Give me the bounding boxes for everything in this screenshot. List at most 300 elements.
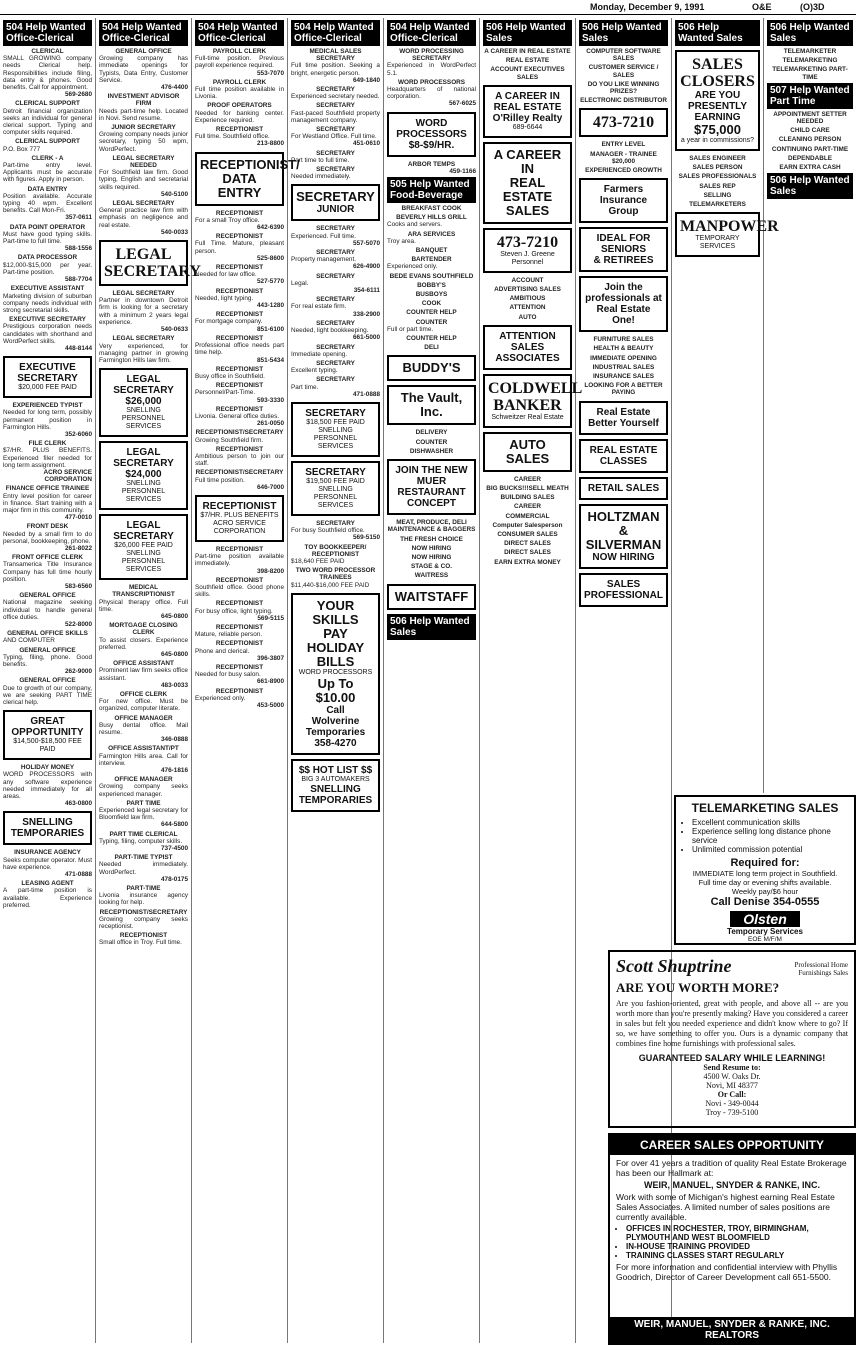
column-4	[288, 18, 384, 1343]
column-2	[96, 18, 201, 1343]
ad-line: OPPORTUNITY	[11, 727, 84, 739]
ad-heading: OFFICE ASSISTANT/PT	[108, 745, 179, 753]
ad-text: Growing company has immediate openings for Typists, Data Entry, Customer Service.	[99, 55, 188, 84]
ad-line: WORD PROCESSORS	[396, 117, 467, 140]
ad-text: Cooks and servers.	[387, 221, 443, 229]
ad-heading: SECRETARY	[316, 149, 355, 157]
ad-line: SERVICES	[317, 442, 354, 450]
ad-line: Group	[608, 206, 639, 218]
ad-phone: 463-0800	[64, 800, 92, 808]
ad-heading: TOY BOOKKEEPER/ RECEPTIONIST	[304, 543, 367, 558]
shuptrine-logo: Scott Shuptrine	[616, 956, 732, 976]
ad-phone: 737-4500	[160, 845, 188, 853]
ad-heading: LOOKING FOR A BETTER PAYING	[584, 382, 663, 397]
orilley-realty-ad	[483, 85, 572, 138]
ad-line: & RETIREES	[593, 255, 654, 267]
ad-line: SECRETARY	[113, 458, 174, 470]
receptionist-acro-ad	[195, 495, 284, 542]
hot-list-ad	[291, 759, 380, 812]
ad-heading: ACCOUNT	[511, 276, 544, 284]
ad-heading: WORD PROCESSORS	[397, 78, 466, 86]
ad-phone: 646-7000	[256, 483, 284, 491]
classified-ad	[579, 336, 668, 343]
section-header: 506 Help Wanted Sales	[675, 20, 760, 46]
classified-ad	[3, 224, 92, 253]
ad-heading: AUTO	[518, 313, 537, 321]
classified-ad	[483, 513, 572, 520]
ad-heading: RECEPTIONIST	[215, 576, 264, 584]
ad-heading: CLERICAL SUPPORT	[15, 138, 80, 146]
weir-intro: For over 41 years a tradition of quality Real Estate Brokerage has been our Hallmark at:	[616, 1158, 847, 1178]
ad-phone: 642-6390	[256, 224, 284, 232]
ad-heading: DATA ENTRY	[27, 185, 68, 193]
classified-ad	[99, 660, 188, 689]
ad-phone: 569-2680	[64, 91, 92, 99]
section-header: 506 Help Wanted Sales	[579, 20, 668, 46]
ad-phone: 645-0800	[160, 612, 188, 620]
classified-ad	[767, 164, 853, 171]
classified-ad	[675, 173, 760, 180]
ad-heading: SALES PERSON	[692, 164, 743, 172]
ad-phone: 453-5000	[256, 702, 284, 710]
ad-line: REAL ESTATE	[493, 101, 562, 113]
classified-ad	[291, 567, 380, 589]
classified-ad	[387, 572, 476, 579]
olsten-logo: Olsten	[730, 911, 800, 927]
ad-text: Full time position available in Livonia.	[195, 86, 284, 101]
ad-line: REAL ESTATE	[502, 174, 553, 204]
ad-phone: 588-7704	[64, 276, 92, 284]
ad-line: Steven J. Greene Personnel	[500, 250, 555, 266]
ad-text: Professional office needs part time help.	[195, 342, 284, 357]
ad-heading: BUILDING SALES	[500, 494, 555, 502]
ad-line: REAL ESTATE CLASSES	[589, 444, 658, 467]
greene-personnel-ad	[483, 228, 572, 273]
classified-ad	[3, 100, 92, 136]
ad-text: Full time. Southfield office.	[195, 133, 270, 141]
sales-closers-ad	[675, 50, 760, 151]
classified-ad	[291, 273, 380, 295]
classified-ad	[195, 288, 284, 310]
ad-text: Full Time. Mature, pleasant person.	[195, 240, 284, 255]
ad-heading: GENERAL OFFICE	[115, 48, 172, 55]
ad-heading: AMBITIOUS	[509, 295, 546, 303]
ad-text: $7/HR. PLUS BENEFITS. Experienced filer needed for long term assignment.	[3, 447, 92, 469]
ad-line: 358-4270	[314, 737, 357, 749]
ad-heading: GENERAL OFFICE	[19, 646, 76, 654]
ad-text: P.O. Box 777	[3, 145, 41, 153]
ad-list	[291, 225, 380, 397]
classified-ad	[387, 291, 476, 298]
ad-phone: 569-5115	[257, 614, 284, 622]
sales-professional-ad	[579, 573, 668, 607]
ad-phone: 583-6560	[64, 583, 92, 590]
ad-text: For real estate firm.	[291, 303, 347, 311]
ad-phone: 567-6025	[448, 100, 476, 108]
ad-phone: 540-0033	[160, 228, 188, 236]
ad-phone: 645-0800	[160, 650, 188, 658]
ad-line: 473-7210	[592, 114, 655, 132]
ad-heading: ARBOR TEMPS	[407, 160, 456, 168]
ad-line: $19,500 FEE PAID	[306, 477, 365, 485]
classified-ad	[99, 124, 188, 153]
classified-ad	[99, 290, 188, 333]
classified-ad	[195, 126, 284, 148]
classified-ad	[99, 776, 188, 798]
classified-ad	[767, 111, 853, 125]
ad-text: Experienced legal secretary for Bloomfield law firm.	[99, 807, 188, 822]
ad-heading: FILE CLERK	[28, 440, 67, 448]
classified-ad	[483, 304, 572, 311]
ad-heading: APPOINTMENT SETTER NEEDED	[773, 110, 847, 126]
classified-ad	[387, 161, 476, 175]
ad-heading: INVESTMENT ADVISOR FIRM	[107, 93, 180, 108]
ad-text: General practice law firm with emphasis on negligence and real estate.	[99, 207, 188, 229]
classified-ad	[99, 200, 188, 236]
ad-line: ATTENTION SALES ASSOCIATES	[495, 330, 560, 364]
ad-heading: MORTGAGE CLOSING CLERK	[109, 622, 178, 637]
ad-heading: DELIVERY	[415, 429, 448, 437]
ad-line: HOLTZMAN	[587, 508, 660, 524]
classified-ad	[291, 126, 380, 148]
ad-line: RECEPTIONIST	[202, 500, 277, 512]
ad-heading: A CAREER IN REAL ESTATE	[484, 48, 571, 55]
classified-ad	[195, 469, 284, 491]
ad-phone: 354-6111	[353, 287, 380, 295]
ad-heading: ELECTRONIC DISTRIBUTOR	[580, 97, 667, 105]
ad-line: SNELLING PERSONNEL	[313, 485, 358, 501]
or-call: Or Call:	[717, 1090, 747, 1099]
bullet: • OFFICES IN ROCHESTER, TROY, BIRMINGHAM, PLYMOUTH AND WEST BLOOMFIELD	[626, 1224, 848, 1242]
classified-ad	[99, 691, 188, 713]
snelling-ad	[3, 811, 92, 845]
classified-ad	[3, 402, 92, 438]
ad-phone: 357-0611	[65, 214, 92, 222]
ad-line: LEGAL	[115, 246, 172, 264]
ad-heading: BEVERLY HILLS GRILL	[396, 214, 467, 222]
ad-line: LEGAL SECRETARY	[113, 520, 174, 543]
ad-heading: CLERK - A	[31, 154, 64, 162]
column-5	[384, 18, 480, 1343]
classified-ad	[195, 210, 284, 232]
ad-line: SECRETARY	[113, 385, 174, 397]
ad-heading: PART TIME CLERICAL	[109, 830, 178, 838]
ad-heading: INDUSTRIAL SALES	[592, 363, 655, 371]
classified-ad	[3, 155, 92, 184]
ad-line: DATA ENTRY	[217, 170, 262, 200]
ad-line: SNELLING	[310, 783, 361, 795]
classified-ad	[99, 584, 188, 620]
ad-text: Full time position. Seeking a bright, energetic person.	[291, 62, 380, 77]
ad-line: PAY	[323, 625, 348, 641]
ad-phone: 338-2900	[352, 310, 380, 318]
ad-text: Transamerica Title Insurance Company has full time hourly position.	[3, 561, 92, 583]
ad-text: Prominent law firm seeks office assistant.	[99, 667, 188, 682]
classified-ad	[767, 66, 853, 80]
ad-heading: SECRETARY	[316, 225, 355, 233]
classified-ad	[767, 136, 853, 143]
classified-ad	[387, 319, 476, 333]
phone-ad	[579, 108, 668, 137]
classified-ad	[99, 831, 188, 853]
classified-ad	[195, 311, 284, 333]
classified-ad	[483, 494, 572, 501]
ad-heading: SECRETARY	[316, 376, 355, 384]
ad-heading: MANAGER - TRAINEE $20,000	[590, 150, 657, 165]
ad-text: Headquarters of national corporation.	[387, 86, 476, 101]
ad-heading: SECRETARY	[316, 343, 355, 351]
classified-ad	[291, 376, 380, 398]
column-8	[672, 18, 779, 793]
ad-line: LEGAL	[126, 374, 161, 386]
ad-phone: 661-8900	[256, 678, 284, 686]
ad-list	[579, 141, 668, 174]
ad-text: Mature, reliable person.	[195, 631, 263, 639]
ad-heading: WORD PROCESSING SECRETARY	[399, 48, 464, 63]
ad-phone: 527-5770	[256, 278, 284, 286]
career-sales-title: CAREER SALES OPPORTUNITY	[610, 1135, 854, 1155]
ad-text: Full or part time.	[387, 325, 434, 333]
classified-ad	[387, 273, 476, 280]
ad-heading: RECEPTIONIST/SECRETARY	[195, 469, 284, 477]
vault-ad	[387, 385, 476, 425]
ad-line: MANPOWER	[680, 218, 779, 236]
ad-text: Experienced only.	[195, 694, 246, 702]
ad-text: Needed for busy salon.	[195, 671, 261, 679]
ad-text: National magazine seeking individual to handle general office duties.	[3, 599, 92, 621]
ad-line: Join the professionals at	[585, 282, 662, 305]
ad-phone: 261-0050	[256, 420, 284, 428]
classified-ad	[3, 647, 92, 676]
ad-line: HOLIDAY BILLS	[306, 639, 365, 669]
section-header: 506 Help Wanted Sales	[767, 173, 853, 199]
ad-line: $8-$9/HR.	[408, 139, 455, 151]
ad-text: Part time to full time.	[291, 156, 350, 164]
classified-ad	[3, 254, 92, 283]
classified-ad	[291, 520, 380, 542]
ad-heading: COUNTER HELP	[406, 309, 457, 317]
classified-ad	[99, 48, 188, 91]
weir-firm: WEIR, MANUEL, SNYDER & RANKE, INC.	[643, 1180, 820, 1190]
secretary-junior-ad	[291, 184, 380, 221]
classified-ad	[579, 364, 668, 371]
ad-line: TEMPORARY SERVICES	[695, 235, 740, 251]
classified-ad	[3, 764, 92, 807]
classified-ad	[387, 300, 476, 307]
ad-text: Part time.	[291, 383, 319, 391]
classified-ad	[387, 282, 476, 289]
ad-list	[483, 48, 572, 81]
ad-list	[195, 48, 284, 148]
ad-line: Temporaries	[305, 726, 366, 738]
ad-heading: RECEPTIONIST	[215, 623, 264, 631]
real-estate-classes-ad	[579, 439, 668, 473]
ad-phone: 443-1280	[256, 302, 284, 310]
ad-heading: GENERAL OFFICE	[19, 677, 76, 685]
classified-ad	[291, 296, 380, 318]
section-header: 504 Help Wanted Office-Clerical	[291, 20, 380, 46]
ad-text: Property management.	[291, 256, 357, 264]
classified-ad	[387, 429, 476, 436]
farmers-insurance-ad	[579, 178, 668, 223]
ad-text: Needed by a small firm to do personal, bookkeeping, phone.	[3, 530, 92, 545]
ad-phone: 346-0888	[160, 736, 188, 744]
ad-phone: 525-8600	[256, 254, 284, 262]
ad-heading: CLEANING PERSON	[778, 136, 842, 144]
ad-heading: DELI	[424, 344, 439, 352]
bullet: • TRAINING CLASSES START REGULARLY	[626, 1251, 848, 1260]
classified-ad	[291, 320, 380, 342]
ad-text: $11,440-$16,000 FEE PAID	[291, 581, 370, 589]
ad-heading: LEGAL SECRETARY	[112, 290, 175, 298]
ad-heading: EXECUTIVE SECRETARY	[9, 316, 86, 324]
ad-list	[99, 584, 188, 947]
ad-phone: 483-0033	[160, 681, 188, 689]
ad-text: Busy office in Southfield.	[195, 372, 265, 380]
ad-line: RETAIL SALES	[587, 482, 660, 494]
ad-line: SALES	[505, 202, 550, 218]
classified-ad	[483, 57, 572, 64]
ad-list	[99, 48, 188, 236]
ad-line: EXECUTIVE	[19, 362, 76, 374]
classified-ad	[387, 439, 476, 446]
ad-text: SMALL GROWING company needs Clerical help. Responsibilities include filing, data entry & phones. Good benefits. Call for appointment.	[3, 55, 92, 92]
ad-heading: BOBBY'S	[417, 281, 446, 289]
ad-text: Experienced only.	[387, 263, 438, 271]
classified-ad	[387, 205, 476, 212]
ad-heading: RECEPTIONIST	[215, 311, 264, 319]
ad-heading: TELEMARKETING PART-TIME	[772, 66, 848, 81]
ad-text: Typing, filing, computer skills.	[99, 837, 183, 845]
ad-line: Farmers Insurance	[599, 184, 648, 207]
ad-line: JUNIOR	[316, 204, 355, 216]
ad-heading: GENERAL OFFICE	[19, 592, 76, 600]
ad-heading: PAYROLL CLERK	[212, 48, 267, 55]
ad-list	[3, 764, 92, 807]
classified-ad	[195, 102, 284, 124]
ad-heading: SECRETARY	[316, 166, 355, 174]
ad-heading: MEDICAL TRANSCRIPTIONIST	[112, 584, 175, 599]
classified-ad	[483, 314, 572, 321]
classified-ad	[195, 382, 284, 404]
ad-heading: RECEPTIONIST	[215, 264, 264, 272]
ad-heading: CLERICAL SUPPORT	[15, 100, 80, 108]
ad-heading: BIG BUCKS!!!SELL MEATH	[486, 485, 569, 493]
ad-heading: WAITRESS	[414, 572, 449, 580]
weir-body: Work with some of Michigan's highest earning Real Estate Sales Associates. A limited number of sales positions are currently available.	[616, 1192, 835, 1222]
ad-heading: OFFICE CLERK	[119, 690, 168, 698]
ad-line: SECRETARY	[104, 263, 201, 281]
issue-date: Monday, December 9, 1991	[590, 2, 705, 12]
ad-line: TEMPORARIES	[10, 828, 85, 840]
ad-line: SECRETARY	[296, 189, 375, 205]
column-6	[480, 18, 583, 1343]
ad-heading: EARN EXTRA CASH	[779, 164, 841, 172]
ad-text: Full-time position. Previous payroll experience required.	[195, 55, 284, 70]
ad-line: ACRO SERVICE CORPORATION	[213, 519, 266, 535]
ad-text: For Southfield law firm. Good typing, English and secretarial skills required.	[99, 169, 188, 191]
ad-line: SILVERMAN	[585, 536, 662, 552]
classified-ad	[387, 563, 476, 570]
ad-line: GREAT	[30, 716, 65, 728]
ad-heading: OFFICE ASSISTANT	[113, 660, 174, 668]
classified-ad	[3, 316, 92, 352]
ad-line: Schweitzer Real Estate	[491, 413, 564, 421]
classified-ad	[767, 146, 853, 153]
ad-heading: MEAT, PRODUCE, DELI MAINTENANCE & BAGGERS	[387, 519, 476, 534]
section-header: 507 Help Wanted Part Time	[767, 83, 853, 109]
ad-text: Experienced. Full time.	[291, 232, 356, 240]
classified-ad	[483, 286, 572, 293]
ad-text: Southfield office. Good phone skills.	[195, 583, 284, 599]
ad-heading: BUSBOYS	[415, 291, 448, 299]
ad-phone: 478-0175	[160, 875, 188, 883]
classified-ad	[387, 344, 476, 351]
bullet: • Excellent communication skills	[692, 818, 848, 827]
legal-secretary-ad	[99, 240, 201, 286]
ad-text: Growing company seeks receptionist.	[99, 915, 188, 931]
ad-heading: COUNTER HELP	[406, 335, 457, 343]
ad-text: Busy dental office. Mail resume.	[99, 721, 188, 736]
ad-text: Entry level position for career in finance. Start training with a major firm in this community.	[3, 492, 92, 514]
ad-line: Better Yourself	[588, 417, 659, 429]
ad-text: Needed for law office.	[195, 271, 257, 279]
ad-line: BANKER	[493, 396, 562, 414]
ad-list	[3, 402, 92, 706]
ad-heading: SECRETARY	[316, 126, 355, 134]
ad-text: Needed immediately. WordPerfect.	[99, 861, 188, 876]
classified-ad	[483, 476, 572, 483]
section-header: 505 Help Wanted Food-Beverage	[387, 177, 476, 203]
ad-text: Part-time position available immediately.	[195, 553, 284, 568]
ad-line: Real Estate	[596, 406, 651, 418]
ad-text: Position available. Accurate typing 40 wpm. Excellent benefits. Call Mon-Fri.	[3, 192, 92, 215]
address-2: Novi, MI 48377	[706, 1081, 758, 1090]
classified-ad	[99, 932, 188, 946]
ad-heading: RECEPTIONIST	[215, 233, 264, 241]
ad-heading: Computer Salesperson	[492, 521, 563, 529]
ad-line: Up To $10.00	[315, 675, 356, 705]
novi-phone: Novi - 349-0044	[705, 1099, 759, 1108]
ad-list	[291, 48, 380, 180]
ad-text: Livonia insurance agency looking for help.	[99, 892, 188, 907]
ad-phone: 477-0010	[64, 514, 92, 522]
ad-heading: LEASING AGENT	[21, 880, 74, 888]
ad-line: 689-6644	[512, 123, 543, 131]
ad-heading: FINANCE OFFICE TRAINEE	[5, 485, 90, 493]
ad-line: CLOSERS	[680, 73, 755, 90]
column-9	[764, 18, 856, 793]
ad-text: Ambitious person to join our staff.	[195, 452, 284, 468]
ad-text: To assist closers. Experience preferred.	[99, 636, 188, 651]
ad-heading: CAREER	[514, 503, 541, 511]
ad-heading: DIRECT SALES	[504, 549, 551, 557]
classified-ad	[291, 249, 380, 271]
ad-heading: RECEPTIONIST/SECRETARY	[99, 908, 188, 916]
ad-heading: HEALTH & BEAUTY	[593, 345, 654, 353]
ad-heading: PART-TIME TYPIST	[114, 854, 173, 862]
ad-heading: CHILD CARE	[790, 127, 830, 135]
ad-text: Immediate opening.	[291, 350, 348, 358]
classified-ad	[483, 503, 572, 510]
classified-ad	[99, 155, 188, 198]
classified-ad	[387, 231, 476, 245]
ad-phone: 626-4900	[352, 263, 380, 271]
ad-line: JOIN THE NEW MUER	[395, 465, 468, 488]
classified-ad	[195, 406, 284, 428]
ad-heading: FRONT DESK	[26, 523, 69, 531]
ad-phone: 261-8022	[64, 544, 92, 552]
